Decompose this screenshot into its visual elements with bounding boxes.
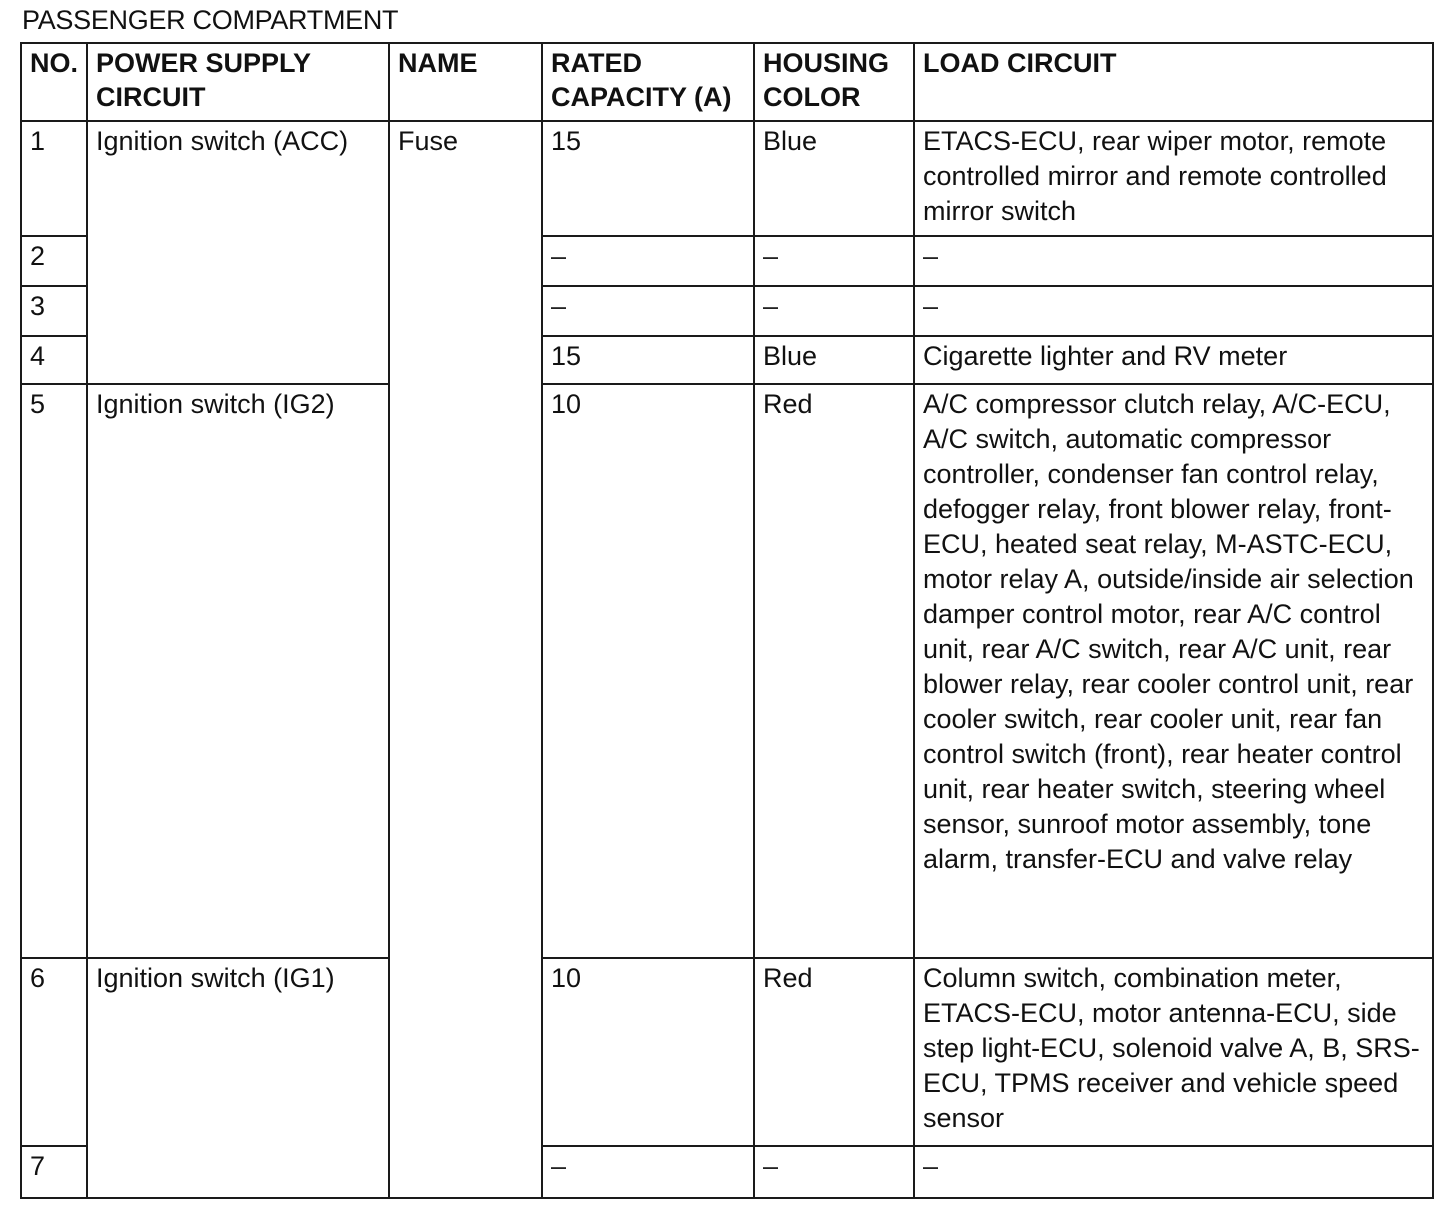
header-power-supply-circuit: POWER SUPPLY CIRCUIT [87,43,389,121]
rated-capacity: 15 [542,336,754,384]
page-title: PASSENGER COMPARTMENT [22,5,399,35]
header-rated-capacity: RATED CAPACITY (A) [542,43,754,121]
fuse-number: 3 [21,286,87,336]
load-circuit: A/C compressor clutch relay, A/C-ECU, A/C switch, automatic compressor controller, condenser fan control relay, defogger relay, front blower relay, front-ECU, heated seat relay, M-ASTC-ECU, motor relay A, outside/inside air selection damper control motor, rear A/C control unit, rear A/C switch, rear A/C unit, rear blower relay, rear cooler control unit, rear cooler switch, rear cooler unit, rear fan control switch (front), rear heater control unit, rear heater switch, steering wheel sensor, sunroof motor assembly, tone alarm, transfer-ECU and valve relay [914,384,1433,958]
fuse-number: 7 [21,1146,87,1198]
fuse-name: Fuse [389,121,542,1198]
load-circuit: – [914,1146,1433,1198]
load-circuit: – [914,236,1433,286]
header-load-circuit: LOAD CIRCUIT [914,43,1433,121]
header-no: NO. [21,43,87,121]
power-supply-circuit: Ignition switch (ACC) [87,121,389,384]
fuse-number: 1 [21,121,87,236]
rated-capacity: 10 [542,384,754,958]
rated-capacity: 10 [542,958,754,1146]
rated-capacity: – [542,286,754,336]
load-circuit: – [914,286,1433,336]
load-circuit: ETACS-ECU, rear wiper motor, remote controlled mirror and remote controlled mirror switch [914,121,1433,236]
housing-color: – [754,236,914,286]
fuse-number: 2 [21,236,87,286]
fuse-table [20,42,1434,1199]
rated-capacity: 15 [542,121,754,236]
housing-color: Red [754,958,914,1146]
table-row [21,384,1433,958]
fuse-number: 5 [21,384,87,958]
rated-capacity: – [542,1146,754,1198]
power-supply-circuit: Ignition switch (IG1) [87,958,389,1198]
table-row [21,958,1433,1146]
header-housing-color: HOUSING COLOR [754,43,914,121]
header-row [21,43,1433,121]
housing-color: Blue [754,336,914,384]
rated-capacity: – [542,236,754,286]
load-circuit: Cigarette lighter and RV meter [914,336,1433,384]
load-circuit: Column switch, combination meter, ETACS-ECU, motor antenna-ECU, side step light-ECU, solenoid valve A, B, SRS-ECU, TPMS receiver and vehicle speed sensor [914,958,1433,1146]
fuse-number: 4 [21,336,87,384]
housing-color: – [754,1146,914,1198]
fuse-number: 6 [21,958,87,1146]
table-row [21,121,1433,236]
header-name: NAME [389,43,542,121]
housing-color: – [754,286,914,336]
power-supply-circuit: Ignition switch (IG2) [87,384,389,958]
housing-color: Blue [754,121,914,236]
housing-color: Red [754,384,914,958]
